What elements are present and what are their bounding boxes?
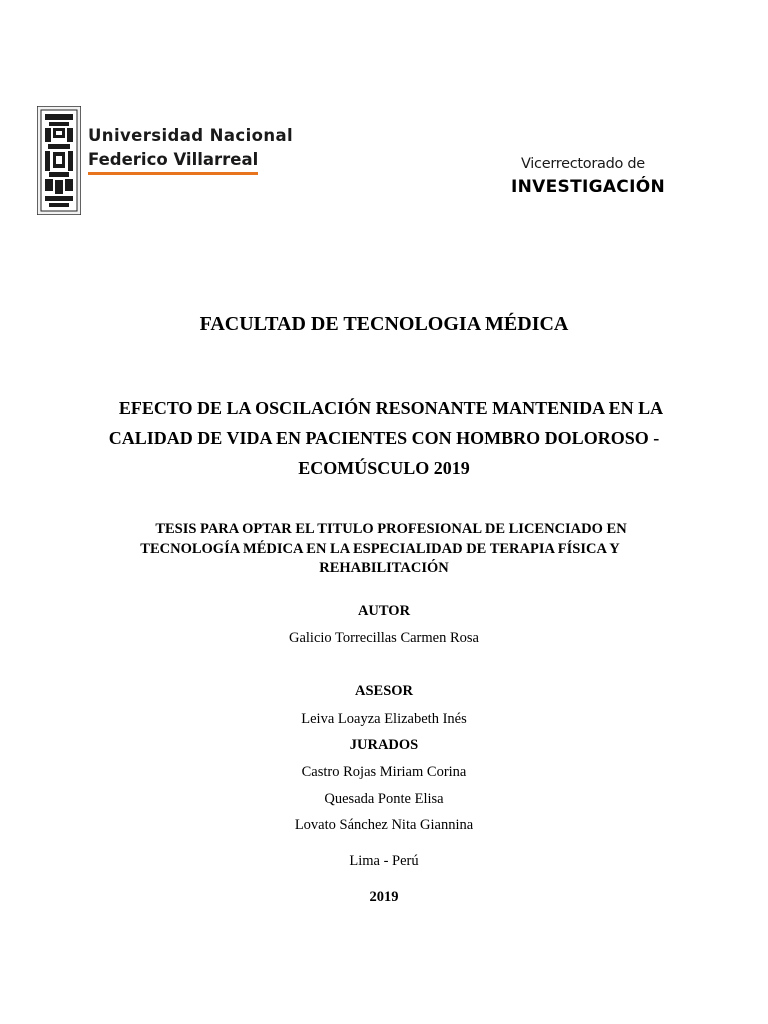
university-name-line2: Federico Villarreal bbox=[88, 150, 259, 169]
vice-rectorate-label: Vicerrectorado de bbox=[521, 156, 645, 172]
thesis-title-line: EFECTO DE LA OSCILACIÓN RESONANTE MANTENIDA EN LA bbox=[118, 398, 664, 418]
faculty-title: FACULTAD DE TECNOLOGIA MÉDICA bbox=[199, 313, 569, 335]
year: 2019 bbox=[369, 889, 399, 905]
degree-line: REHABILITACIÓN bbox=[319, 560, 449, 576]
degree-line: TESIS PARA OPTAR EL TITULO PROFESIONAL DE LICENCIADO EN bbox=[155, 521, 627, 537]
thesis-title bbox=[0, 393, 768, 483]
author-name: Galicio Torrecillas Carmen Rosa bbox=[289, 630, 479, 646]
advisor-label: ASESOR bbox=[354, 683, 414, 699]
author-label: AUTOR bbox=[357, 603, 411, 619]
degree-statement bbox=[0, 520, 768, 579]
place: Lima - Perú bbox=[349, 853, 419, 869]
jury-member: Quesada Ponte Elisa bbox=[324, 791, 444, 807]
university-name-line1: Universidad Nacional bbox=[88, 126, 294, 145]
thesis-title-line: ECOMÚSCULO 2019 bbox=[298, 458, 470, 478]
advisor-name: Leiva Loayza Elizabeth Inés bbox=[301, 711, 467, 727]
university-crest-icon bbox=[37, 106, 81, 215]
jury-member: Lovato Sánchez Nita Giannina bbox=[294, 817, 474, 833]
thesis-title-line: CALIDAD DE VIDA EN PACIENTES CON HOMBRO DOLOROSO - bbox=[108, 428, 660, 448]
university-logo bbox=[37, 106, 294, 215]
degree-line: TECNOLOGÍA MÉDICA EN LA ESPECIALIDAD DE TERAPIA FÍSICA Y bbox=[140, 540, 620, 557]
vice-rectorate-title: INVESTIGACIÓN bbox=[511, 177, 665, 197]
logo-accent-rule bbox=[88, 172, 258, 175]
jury-member: Castro Rojas Miriam Corina bbox=[301, 764, 467, 780]
jury-label: JURADOS bbox=[349, 737, 419, 753]
